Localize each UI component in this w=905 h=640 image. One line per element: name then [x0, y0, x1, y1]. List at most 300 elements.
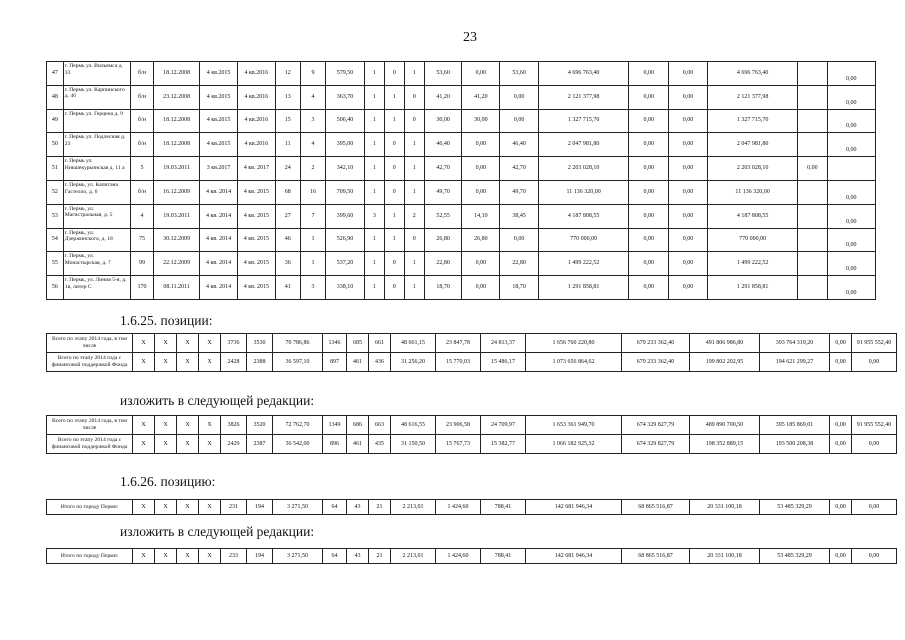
table-cell: 72 762,70	[273, 416, 323, 435]
table-cell: 1	[404, 180, 424, 204]
table-cell: 64	[323, 549, 347, 564]
table-cell: 49	[47, 109, 64, 133]
table-cell: 436	[369, 353, 391, 372]
table-cell: 0,00	[462, 62, 500, 86]
table-cell: 53,60	[424, 62, 462, 86]
table-cell: 2 213,01	[391, 500, 436, 515]
table-cell: 3530	[247, 334, 273, 353]
table-cell: 4 кв.2016	[237, 62, 275, 86]
table-cell: 15 767,73	[436, 435, 481, 454]
table-cell: б/н	[130, 85, 153, 109]
table-cell: 0,00	[827, 109, 875, 133]
table-cell: 68 865 516,87	[622, 500, 690, 515]
table-cell: 48 616,55	[391, 416, 436, 435]
table-cell: 2 203 028,10	[539, 157, 629, 181]
table-cell: 15 382,77	[481, 435, 526, 454]
table-cell: 51	[47, 157, 64, 181]
table-cell: 1	[404, 133, 424, 157]
table-cell: 55	[47, 252, 64, 276]
table-cell	[798, 228, 827, 252]
table-cell	[798, 204, 827, 228]
table-cell: 1	[384, 85, 404, 109]
table-cell: 15 486,17	[481, 353, 526, 372]
table-cell: 1 327 715,70	[707, 109, 797, 133]
table-cell: 0	[404, 85, 424, 109]
table-cell: 1	[300, 228, 325, 252]
table-cell: 1	[364, 109, 384, 133]
table-cell: г. Пермь, ул. Магистральная, д. 5	[63, 204, 130, 228]
table-cell: 4 кв. 2015	[237, 180, 275, 204]
table-cell: 1 291 858,81	[707, 276, 797, 300]
table-cell: 7	[300, 204, 325, 228]
table-cell: Всего по этапу 2014 года с финансовой поддержкой Фонда	[47, 353, 133, 372]
table-cell: 0,00	[827, 252, 875, 276]
totals-2014-new-table	[46, 415, 897, 454]
table-row	[47, 549, 897, 564]
table-cell: 49,70	[424, 180, 462, 204]
table-cell: 0,00	[629, 180, 669, 204]
table-cell: 53 485 329,29	[760, 549, 830, 564]
table-cell: 686	[347, 416, 369, 435]
table-cell: 68	[275, 180, 300, 204]
table-cell: X	[177, 334, 199, 353]
table-cell: 0,00	[669, 133, 708, 157]
table-cell: 24	[275, 157, 300, 181]
table-cell: 526,90	[326, 228, 365, 252]
table-cell: X	[199, 334, 221, 353]
table-cell: 4	[300, 85, 325, 109]
table-cell: 0,00	[827, 276, 875, 300]
table-cell: 0	[384, 276, 404, 300]
table-row	[47, 334, 897, 353]
table-cell: 0,00	[827, 62, 875, 86]
table-cell: X	[199, 435, 221, 454]
table-cell: 1 499 222,52	[539, 252, 629, 276]
table-cell: 4 кв. 2014	[200, 252, 238, 276]
table-cell: 54	[47, 228, 64, 252]
table-cell: X	[133, 435, 155, 454]
table-cell: 4 кв.2016	[237, 85, 275, 109]
table-cell: 1 424,60	[436, 500, 481, 515]
table-cell: 9	[300, 62, 325, 86]
table-cell: 1	[364, 180, 384, 204]
table-cell: 0,00	[629, 85, 669, 109]
table-cell: 679 233 362,40	[622, 353, 690, 372]
table-cell: 13	[275, 85, 300, 109]
table-row	[47, 180, 876, 204]
table-cell: 897	[323, 353, 347, 372]
table-cell: 4 кв. 2017	[237, 157, 275, 181]
table-cell: г. Пермь, ул. Линия 5-я, д. 1в, литер С	[63, 276, 130, 300]
table-cell: 663	[369, 416, 391, 435]
table-cell: г. Пермь ул. Карпинского д. 46	[63, 85, 130, 109]
table-cell: 363,70	[326, 85, 365, 109]
table-cell: 679 233 362,40	[622, 334, 690, 353]
table-cell: 4 кв. 2015	[237, 252, 275, 276]
table-cell: 4 кв.2016	[237, 133, 275, 157]
table-cell: 1	[364, 62, 384, 86]
table-cell: 4 кв. 2015	[237, 228, 275, 252]
table-cell: 19.03.2011	[154, 204, 200, 228]
table-cell: 461	[347, 435, 369, 454]
table-cell: 16	[300, 180, 325, 204]
table-cell: 0,00	[669, 85, 708, 109]
table-cell: 1	[364, 252, 384, 276]
table-row	[47, 276, 876, 300]
table-cell: 461	[347, 353, 369, 372]
table-cell	[798, 276, 827, 300]
table-cell: 24 813,37	[481, 334, 526, 353]
table-cell: 4 696 763,40	[707, 62, 797, 86]
table-cell: X	[199, 549, 221, 564]
table-cell: 2 213,01	[391, 549, 436, 564]
table-cell: 0,00	[669, 252, 708, 276]
table-cell: 4 кв.2015	[200, 85, 238, 109]
table-cell: 18,70	[424, 276, 462, 300]
table-cell: 91 955 552,40	[852, 416, 897, 435]
table-cell: г. Пермь ул. Подлесная д. 23	[63, 133, 130, 157]
table-cell: X	[155, 416, 177, 435]
table-cell: 4 кв. 2014	[200, 180, 238, 204]
table-cell: 41,20	[424, 85, 462, 109]
table-cell: 48	[47, 85, 64, 109]
table-cell: 08.11.2011	[154, 276, 200, 300]
objects-table	[46, 61, 876, 300]
table-cell: г. Пермь ул. Вильямса д. 33	[63, 62, 130, 86]
table-cell: 4 кв. 2014	[200, 276, 238, 300]
table-cell: 22.12.2009	[154, 252, 200, 276]
table-cell: Всего по этапу 2014 года с финансовой поддержкой Фонда	[47, 435, 133, 454]
table-cell: 19.03.2011	[154, 157, 200, 181]
table-row	[47, 435, 897, 454]
table-cell: 1	[404, 157, 424, 181]
table-cell: 1 327 715,70	[539, 109, 629, 133]
table-cell: 198 352 889,15	[690, 435, 760, 454]
table-cell: 48 661,15	[391, 334, 436, 353]
table-cell: б/н	[130, 180, 153, 204]
table-cell: 20 331 100,18	[690, 549, 760, 564]
table-cell: 1	[364, 228, 384, 252]
table-cell: 0,00	[669, 62, 708, 86]
table-cell: X	[177, 500, 199, 515]
city-total-old-table	[46, 499, 897, 515]
table-cell: 0,00	[669, 180, 708, 204]
table-cell: 788,41	[481, 549, 526, 564]
table-cell: 0,00	[669, 157, 708, 181]
table-cell: 233	[221, 549, 247, 564]
table-cell: 491 806 986,80	[690, 334, 760, 353]
table-cell: 0,00	[629, 276, 669, 300]
table-cell: 12	[275, 62, 300, 86]
table-cell: г. Пермь, ул. Капитана Гастелло, д. 6	[63, 180, 130, 204]
table-cell: 0,00	[500, 228, 539, 252]
table-cell: 22,80	[424, 252, 462, 276]
table-cell: 770 000,00	[539, 228, 629, 252]
table-cell	[798, 180, 827, 204]
table-cell: 1	[404, 252, 424, 276]
table-cell: 0,00	[500, 85, 539, 109]
table-cell	[827, 157, 875, 181]
table-cell: 0,00	[629, 133, 669, 157]
table-cell: 4	[300, 133, 325, 157]
table-cell: 46,40	[500, 133, 539, 157]
table-cell: 1	[404, 62, 424, 86]
table-cell: 3520	[247, 416, 273, 435]
table-row	[47, 228, 876, 252]
table-cell: 393 764 319,20	[760, 334, 830, 353]
table-cell: г. Пермь ул. Никшекурьинская д. 11 а	[63, 157, 130, 181]
table-cell	[798, 252, 827, 276]
table-cell: 3	[300, 109, 325, 133]
heading-new-edition-1: изложить в следующей редакции:	[120, 393, 315, 408]
table-cell: 49,70	[500, 180, 539, 204]
table-cell: X	[199, 500, 221, 515]
table-cell: 395 185 869,01	[760, 416, 830, 435]
table-cell: X	[155, 353, 177, 372]
table-cell: 0	[384, 252, 404, 276]
table-cell: X	[133, 549, 155, 564]
table-cell: 0,00	[629, 157, 669, 181]
city-total-new-table	[46, 548, 897, 564]
table-cell: 99	[130, 252, 153, 276]
table-cell: 788,41	[481, 500, 526, 515]
table-row	[47, 133, 876, 157]
table-cell: 0	[384, 180, 404, 204]
table-cell: 18.12.2008	[154, 109, 200, 133]
table-cell: 231	[221, 500, 247, 515]
table-cell: 26,80	[462, 228, 500, 252]
table-cell: 0,00	[830, 549, 852, 564]
table-cell: 0,00	[852, 500, 897, 515]
table-cell: 435	[369, 435, 391, 454]
table-cell: 3826	[221, 416, 247, 435]
table-cell: 0,00	[629, 252, 669, 276]
table-cell: 0,00	[827, 133, 875, 157]
table-cell: 0,00	[669, 109, 708, 133]
table-cell	[798, 62, 827, 86]
table-cell: 0,00	[830, 334, 852, 353]
table-cell: 0,00	[462, 180, 500, 204]
table-row	[47, 62, 876, 86]
table-cell: X	[155, 500, 177, 515]
table-cell: 52,55	[424, 204, 462, 228]
table-cell: 0,00	[852, 435, 897, 454]
table-cell: 342,10	[326, 157, 365, 181]
table-cell: 0,00	[827, 228, 875, 252]
table-cell: б/н	[130, 109, 153, 133]
table-cell: б/н	[130, 133, 153, 157]
table-cell: 0,00	[629, 204, 669, 228]
table-cell: 0,00	[462, 252, 500, 276]
table-cell: 22,80	[500, 252, 539, 276]
table-cell: 199 802 202,95	[690, 353, 760, 372]
table-cell: 0,00	[830, 416, 852, 435]
table-cell: 399,60	[326, 204, 365, 228]
table-cell: 0,00	[830, 353, 852, 372]
table-cell: 2 121 377,98	[539, 85, 629, 109]
heading-position-1-6-25: 1.6.25. позиции:	[120, 313, 213, 328]
table-cell: 338,10	[326, 276, 365, 300]
table-cell: 2 203 028,10	[707, 157, 797, 181]
table-cell: г. Пермь, ул. Дзержинского, д. 18	[63, 228, 130, 252]
table-cell: 685	[347, 334, 369, 353]
table-cell: 18.12.2008	[154, 62, 200, 86]
table-cell: 1346	[323, 334, 347, 353]
table-cell: X	[133, 500, 155, 515]
table-cell: 18,70	[500, 276, 539, 300]
table-cell: 4 696 763,40	[539, 62, 629, 86]
table-cell: X	[177, 549, 199, 564]
table-cell: 0,00	[629, 228, 669, 252]
table-cell: 4 кв. 2015	[237, 204, 275, 228]
table-row	[47, 353, 897, 372]
table-row	[47, 85, 876, 109]
table-cell: 674 329 827,79	[622, 416, 690, 435]
table-cell: 38,45	[500, 204, 539, 228]
table-cell: 2387	[247, 435, 273, 454]
table-cell: 0,00	[629, 109, 669, 133]
table-cell: 2429	[221, 435, 247, 454]
table-cell: 1 656 760 220,80	[526, 334, 622, 353]
table-cell: Итого по городу Перми:	[47, 549, 133, 564]
table-row	[47, 109, 876, 133]
table-cell: 23 906,58	[436, 416, 481, 435]
table-cell: X	[199, 353, 221, 372]
table-cell: 0,00	[827, 180, 875, 204]
table-cell: Всего по этапу 2014 года, в том числе	[47, 334, 133, 353]
table-cell: 194	[247, 500, 273, 515]
table-cell: 20 331 100,18	[690, 500, 760, 515]
table-cell: 193 500 208,38	[760, 435, 830, 454]
table-cell: 2 047 981,80	[707, 133, 797, 157]
table-cell: 14,10	[462, 204, 500, 228]
table-cell: 3	[364, 204, 384, 228]
table-cell: 709,50	[326, 180, 365, 204]
table-cell: 31 150,50	[391, 435, 436, 454]
table-cell: X	[155, 549, 177, 564]
table-cell: 2388	[247, 353, 273, 372]
heading-position-1-6-26: 1.6.26. позицию:	[120, 474, 216, 489]
table-cell: 0	[384, 133, 404, 157]
table-cell: 53 485 329,29	[760, 500, 830, 515]
table-cell: 43	[347, 549, 369, 564]
table-cell: 0,00	[500, 109, 539, 133]
table-cell: 4 кв. 2014	[200, 204, 238, 228]
table-cell: X	[177, 435, 199, 454]
table-cell: 1	[404, 276, 424, 300]
table-cell: 0,00	[852, 549, 897, 564]
table-cell: 0,00	[629, 62, 669, 86]
table-cell: 21	[369, 549, 391, 564]
table-cell: 1 073 656 864,62	[526, 353, 622, 372]
table-cell: 3 кв.2017	[200, 157, 238, 181]
table-cell: 170	[130, 276, 153, 300]
table-cell: 11 136 320,00	[539, 180, 629, 204]
table-cell: 24 709,97	[481, 416, 526, 435]
table-cell: 1 499 222,52	[707, 252, 797, 276]
table-cell: 30.12.2009	[154, 228, 200, 252]
table-cell: 896	[323, 435, 347, 454]
table-cell: 0,00	[827, 204, 875, 228]
table-cell: 31 256,20	[391, 353, 436, 372]
table-row	[47, 204, 876, 228]
table-cell: X	[177, 353, 199, 372]
table-cell: 2 047 981,80	[539, 133, 629, 157]
table-cell: 142 681 946,34	[526, 549, 622, 564]
table-cell: 30,00	[462, 109, 500, 133]
table-cell: 0,00	[462, 157, 500, 181]
table-cell: 770 000,00	[707, 228, 797, 252]
table-cell: 30,00	[424, 109, 462, 133]
table-cell: 0,00	[798, 157, 827, 181]
table-cell: 52	[47, 180, 64, 204]
table-cell: 1	[384, 204, 404, 228]
heading-new-edition-2: изложить в следующей редакции:	[120, 524, 315, 539]
table-cell: 0,00	[852, 353, 897, 372]
table-cell: Всего по этапу 2014 года, в том числе	[47, 416, 133, 435]
table-cell	[798, 85, 827, 109]
table-cell: X	[177, 416, 199, 435]
table-cell: 42,70	[500, 157, 539, 181]
table-cell: 4 187 808,55	[539, 204, 629, 228]
table-cell: 0	[404, 109, 424, 133]
table-cell: 11	[275, 133, 300, 157]
table-cell: 4 кв.2015	[200, 133, 238, 157]
table-cell	[798, 109, 827, 133]
table-cell: 0	[384, 157, 404, 181]
table-row	[47, 252, 876, 276]
table-cell: 661	[369, 334, 391, 353]
table-cell: г. Пермь ул. Герцена д. 9	[63, 109, 130, 133]
table-cell: X	[133, 334, 155, 353]
table-cell: 68 865 516,87	[622, 549, 690, 564]
table-cell: 1	[300, 252, 325, 276]
table-cell: 41,20	[462, 85, 500, 109]
table-cell: 4 кв.2015	[200, 109, 238, 133]
table-cell: 11 136 320,00	[707, 180, 797, 204]
table-cell: 4	[130, 204, 153, 228]
table-cell: 1	[384, 109, 404, 133]
table-cell: 23.12.2008	[154, 85, 200, 109]
table-cell: 4 187 808,55	[707, 204, 797, 228]
table-cell: 0,00	[827, 85, 875, 109]
table-cell	[798, 133, 827, 157]
table-cell: 1349	[323, 416, 347, 435]
table-cell: 0	[384, 62, 404, 86]
table-cell: 21	[369, 500, 391, 515]
table-cell: 16.12.2009	[154, 180, 200, 204]
table-cell: 47	[47, 62, 64, 86]
table-cell: X	[133, 353, 155, 372]
table-cell: 1	[384, 228, 404, 252]
table-cell: Итого по городу Перми:	[47, 500, 133, 515]
table-cell: 36 542,00	[273, 435, 323, 454]
table-cell: 579,50	[326, 62, 365, 86]
table-cell: б/н	[130, 62, 153, 86]
table-cell: 1 424,60	[436, 549, 481, 564]
table-cell: 194	[247, 549, 273, 564]
table-cell: 5	[130, 157, 153, 181]
table-cell: 2	[404, 204, 424, 228]
table-cell: 0	[404, 228, 424, 252]
table-row	[47, 416, 897, 435]
table-cell: 46,40	[424, 133, 462, 157]
page-number: 23	[463, 30, 477, 45]
table-cell: 41	[275, 276, 300, 300]
table-cell: 3736	[221, 334, 247, 353]
table-cell: 489 890 700,50	[690, 416, 760, 435]
table-cell: 50	[47, 133, 64, 157]
